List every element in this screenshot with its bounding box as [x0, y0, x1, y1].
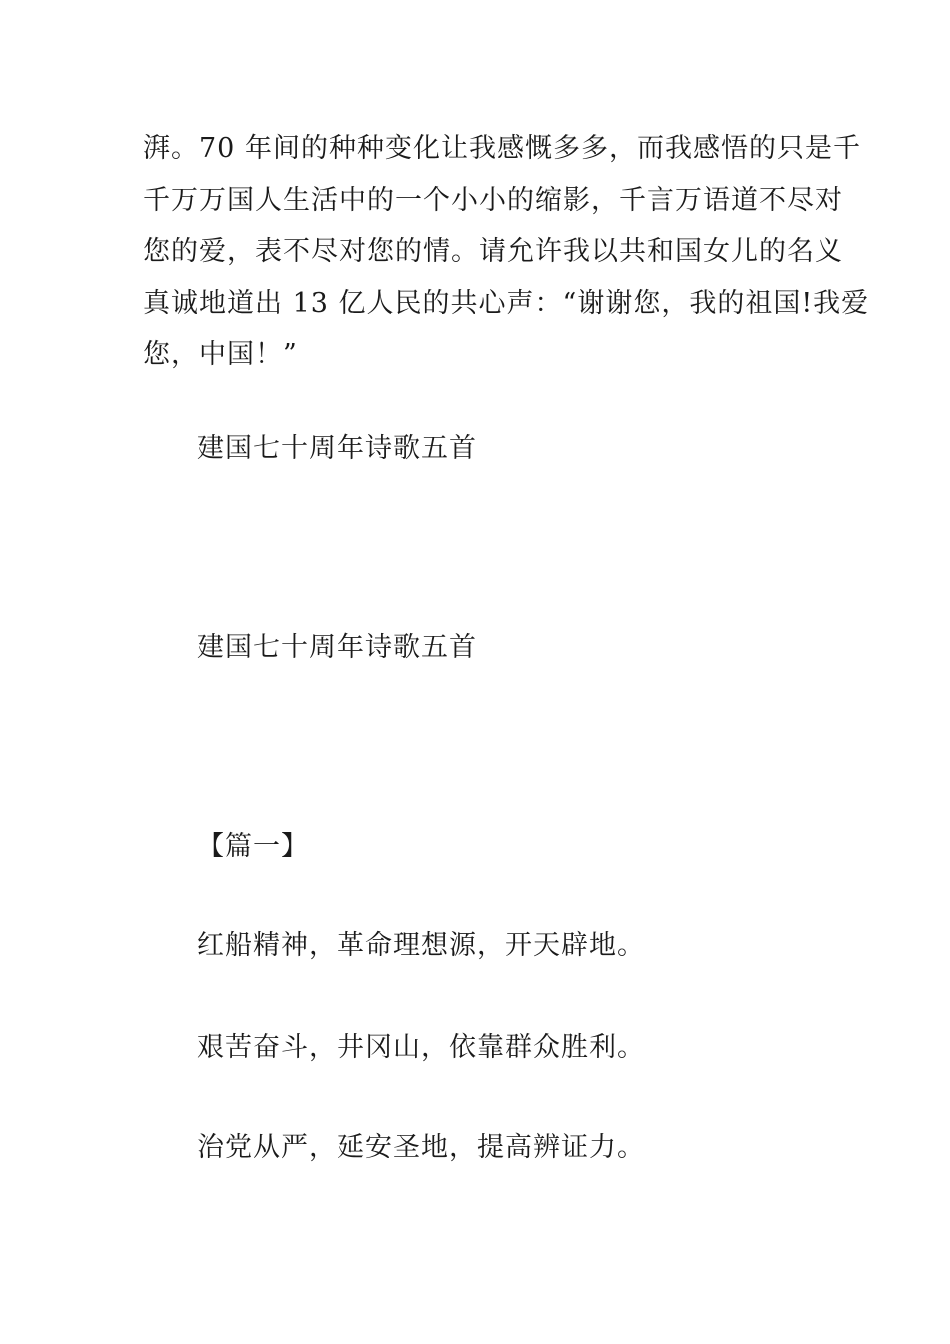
intro-line-4: 真诚地道出 13 亿人民的共心声：“谢谢您，我的祖国!我爱: [143, 288, 870, 319]
poem-line-1: 红船精神，革命理想源，开天辟地。: [197, 930, 645, 961]
heading-poems-title: 建国七十周年诗歌五首: [197, 433, 477, 464]
heading-poems-title-repeat: 建国七十周年诗歌五首: [197, 632, 477, 663]
intro-line-2: 千万万国人生活中的一个小小的缩影，千言万语道不尽对: [143, 185, 843, 216]
section-label: 【篇一】: [197, 831, 309, 862]
intro-line-1: 湃。70 年间的种种变化让我感慨多多，而我感悟的只是千: [143, 133, 861, 164]
intro-line-3: 您的爱，表不尽对您的情。请允许我以共和国女儿的名义: [143, 236, 843, 267]
intro-line-5: 您，中国！”: [143, 339, 298, 370]
poem-line-2: 艰苦奋斗，井冈山，依靠群众胜利。: [197, 1032, 645, 1063]
poem-line-3: 治党从严，延安圣地，提高辨证力。: [197, 1132, 645, 1163]
